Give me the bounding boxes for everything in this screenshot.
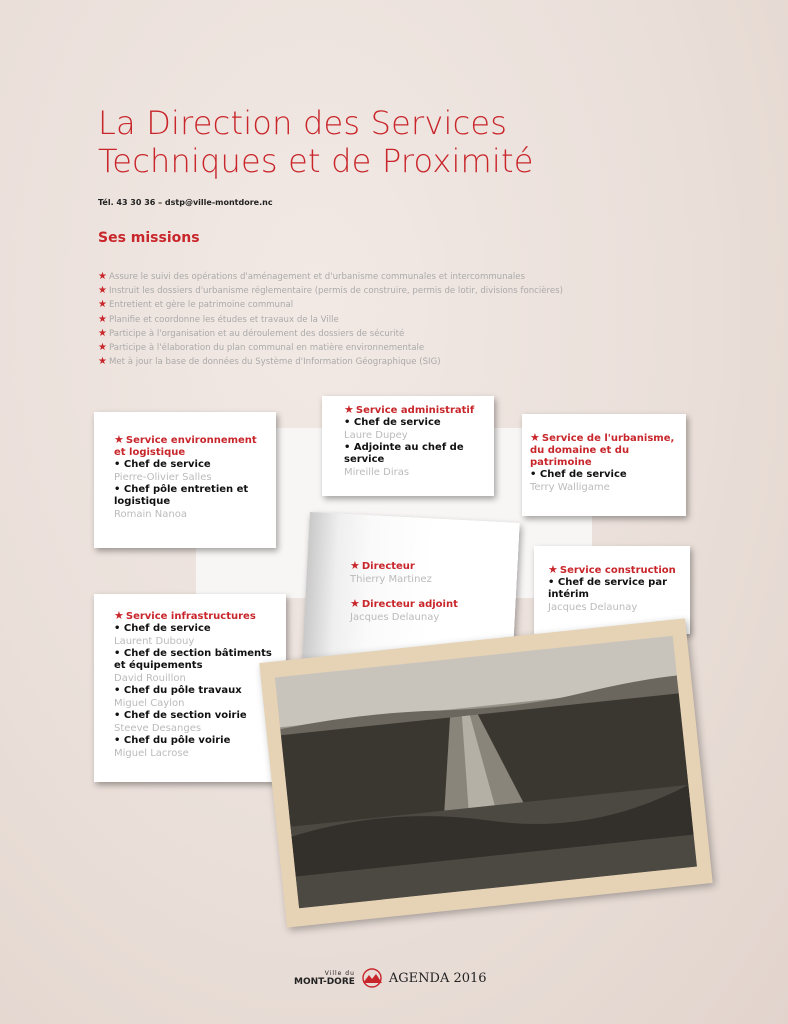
role: • Chef de service par intérim xyxy=(548,577,668,600)
role: • Chef du pôle voirie xyxy=(114,735,231,746)
star-icon: ★ xyxy=(98,271,107,282)
star-icon: ★ xyxy=(98,356,107,368)
person: Miguel Lacrose xyxy=(114,748,189,759)
star-icon: ★ xyxy=(98,342,107,354)
landscape-image xyxy=(275,636,697,909)
star-icon: ★ xyxy=(98,313,107,325)
card-administratif xyxy=(322,396,494,496)
person: Jacques Delaunay xyxy=(548,602,638,613)
card-head: ★ Service infrastructures xyxy=(114,609,256,622)
person: Romain Nanoa xyxy=(114,509,187,520)
mission-item: ★ Entretient et gère le patrimoine communal xyxy=(98,299,294,311)
star-icon: ★ xyxy=(350,597,360,610)
star-icon: ★ xyxy=(530,431,540,444)
person: Steeve Desanges xyxy=(114,723,202,734)
role: • Chef de service xyxy=(530,469,627,480)
star-icon: ★ xyxy=(114,433,124,446)
missions-list xyxy=(98,270,698,369)
vintage-photo xyxy=(275,636,697,909)
mission-item: ★ Met à jour la base de données du Système d'Information Géographique (SIG) xyxy=(98,356,441,368)
title-line-1: La Direction des Services xyxy=(98,104,508,142)
card-environnement xyxy=(94,412,276,548)
mission-item: ★ Instruit les dossiers d'urbanisme réglementaire (permis de construire, permis de lotir, divisions foncières) xyxy=(98,285,564,297)
card-head: ★ Service de l'urbanisme, du domaine et du patrimoine xyxy=(530,431,675,468)
star-icon: ★ xyxy=(98,285,107,297)
star-icon: ★ xyxy=(98,299,107,311)
mission-item: ★ Planifie et coordonne les études et travaux de la Ville xyxy=(98,313,339,325)
star-icon: ★ xyxy=(98,327,107,339)
agenda-label: AGENDA 2016 xyxy=(388,970,487,986)
director-content xyxy=(350,560,458,624)
card-urbanisme xyxy=(522,414,686,516)
title-line-2: Techniques et de Proximité xyxy=(98,142,534,180)
role: • Chef de service xyxy=(344,417,441,428)
mission-item: ★ Assure le suivi des opérations d'aménagement et d'urbanisme communales et intercommunales xyxy=(98,271,525,282)
role: • Adjointe au chef de service xyxy=(344,442,464,465)
contact-info: Tél. 43 30 36 – dstp@ville-montdore.nc xyxy=(98,198,273,207)
card-infrastructures xyxy=(94,594,286,782)
vintage-photo-frame xyxy=(259,618,712,927)
star-icon: ★ xyxy=(344,403,354,416)
person: Pierre-Olivier Salles xyxy=(114,472,212,483)
person: Miguel Caylon xyxy=(114,698,185,709)
person: Terry Walligame xyxy=(530,482,610,493)
star-icon: ★ xyxy=(548,563,558,576)
role: • Chef de section bâtiments et équipements xyxy=(114,648,272,671)
person: David Rouillon xyxy=(114,673,186,684)
person: Jacques Delaunay xyxy=(350,612,440,623)
card-head: ★ Directeur adjoint xyxy=(350,597,458,610)
role: • Chef pôle entretien et logistique xyxy=(114,484,249,507)
footer xyxy=(294,966,514,990)
card-head: ★ Directeur xyxy=(350,559,415,572)
role: • Chef de section voirie xyxy=(114,710,247,721)
person: Laure Dupey xyxy=(344,430,408,441)
star-icon: ★ xyxy=(114,609,124,622)
card-head: ★ Service environnement et logistique xyxy=(114,433,257,458)
person: Thierry Martinez xyxy=(350,574,432,585)
mission-item: ★ Participe à l'organisation et au déroulement des dossiers de sécurité xyxy=(98,327,405,339)
brand-logo-text: Ville du MONT-DORE xyxy=(294,970,355,987)
mountain-logo-icon xyxy=(359,968,385,988)
person: Mireille Diras xyxy=(344,467,410,478)
missions-title: Ses missions xyxy=(98,230,200,246)
star-icon: ★ xyxy=(350,559,360,572)
role: • Chef de service xyxy=(114,459,211,470)
person: Laurent Dubouy xyxy=(114,636,195,647)
role: • Chef du pôle travaux xyxy=(114,685,242,696)
page-title xyxy=(98,104,698,180)
mission-item: ★ Participe à l'élaboration du plan communal en matière environnementale xyxy=(98,342,425,354)
card-head: ★ Service administratif xyxy=(344,403,475,416)
role: • Chef de service xyxy=(114,623,211,634)
card-head: ★ Service construction xyxy=(548,563,676,576)
